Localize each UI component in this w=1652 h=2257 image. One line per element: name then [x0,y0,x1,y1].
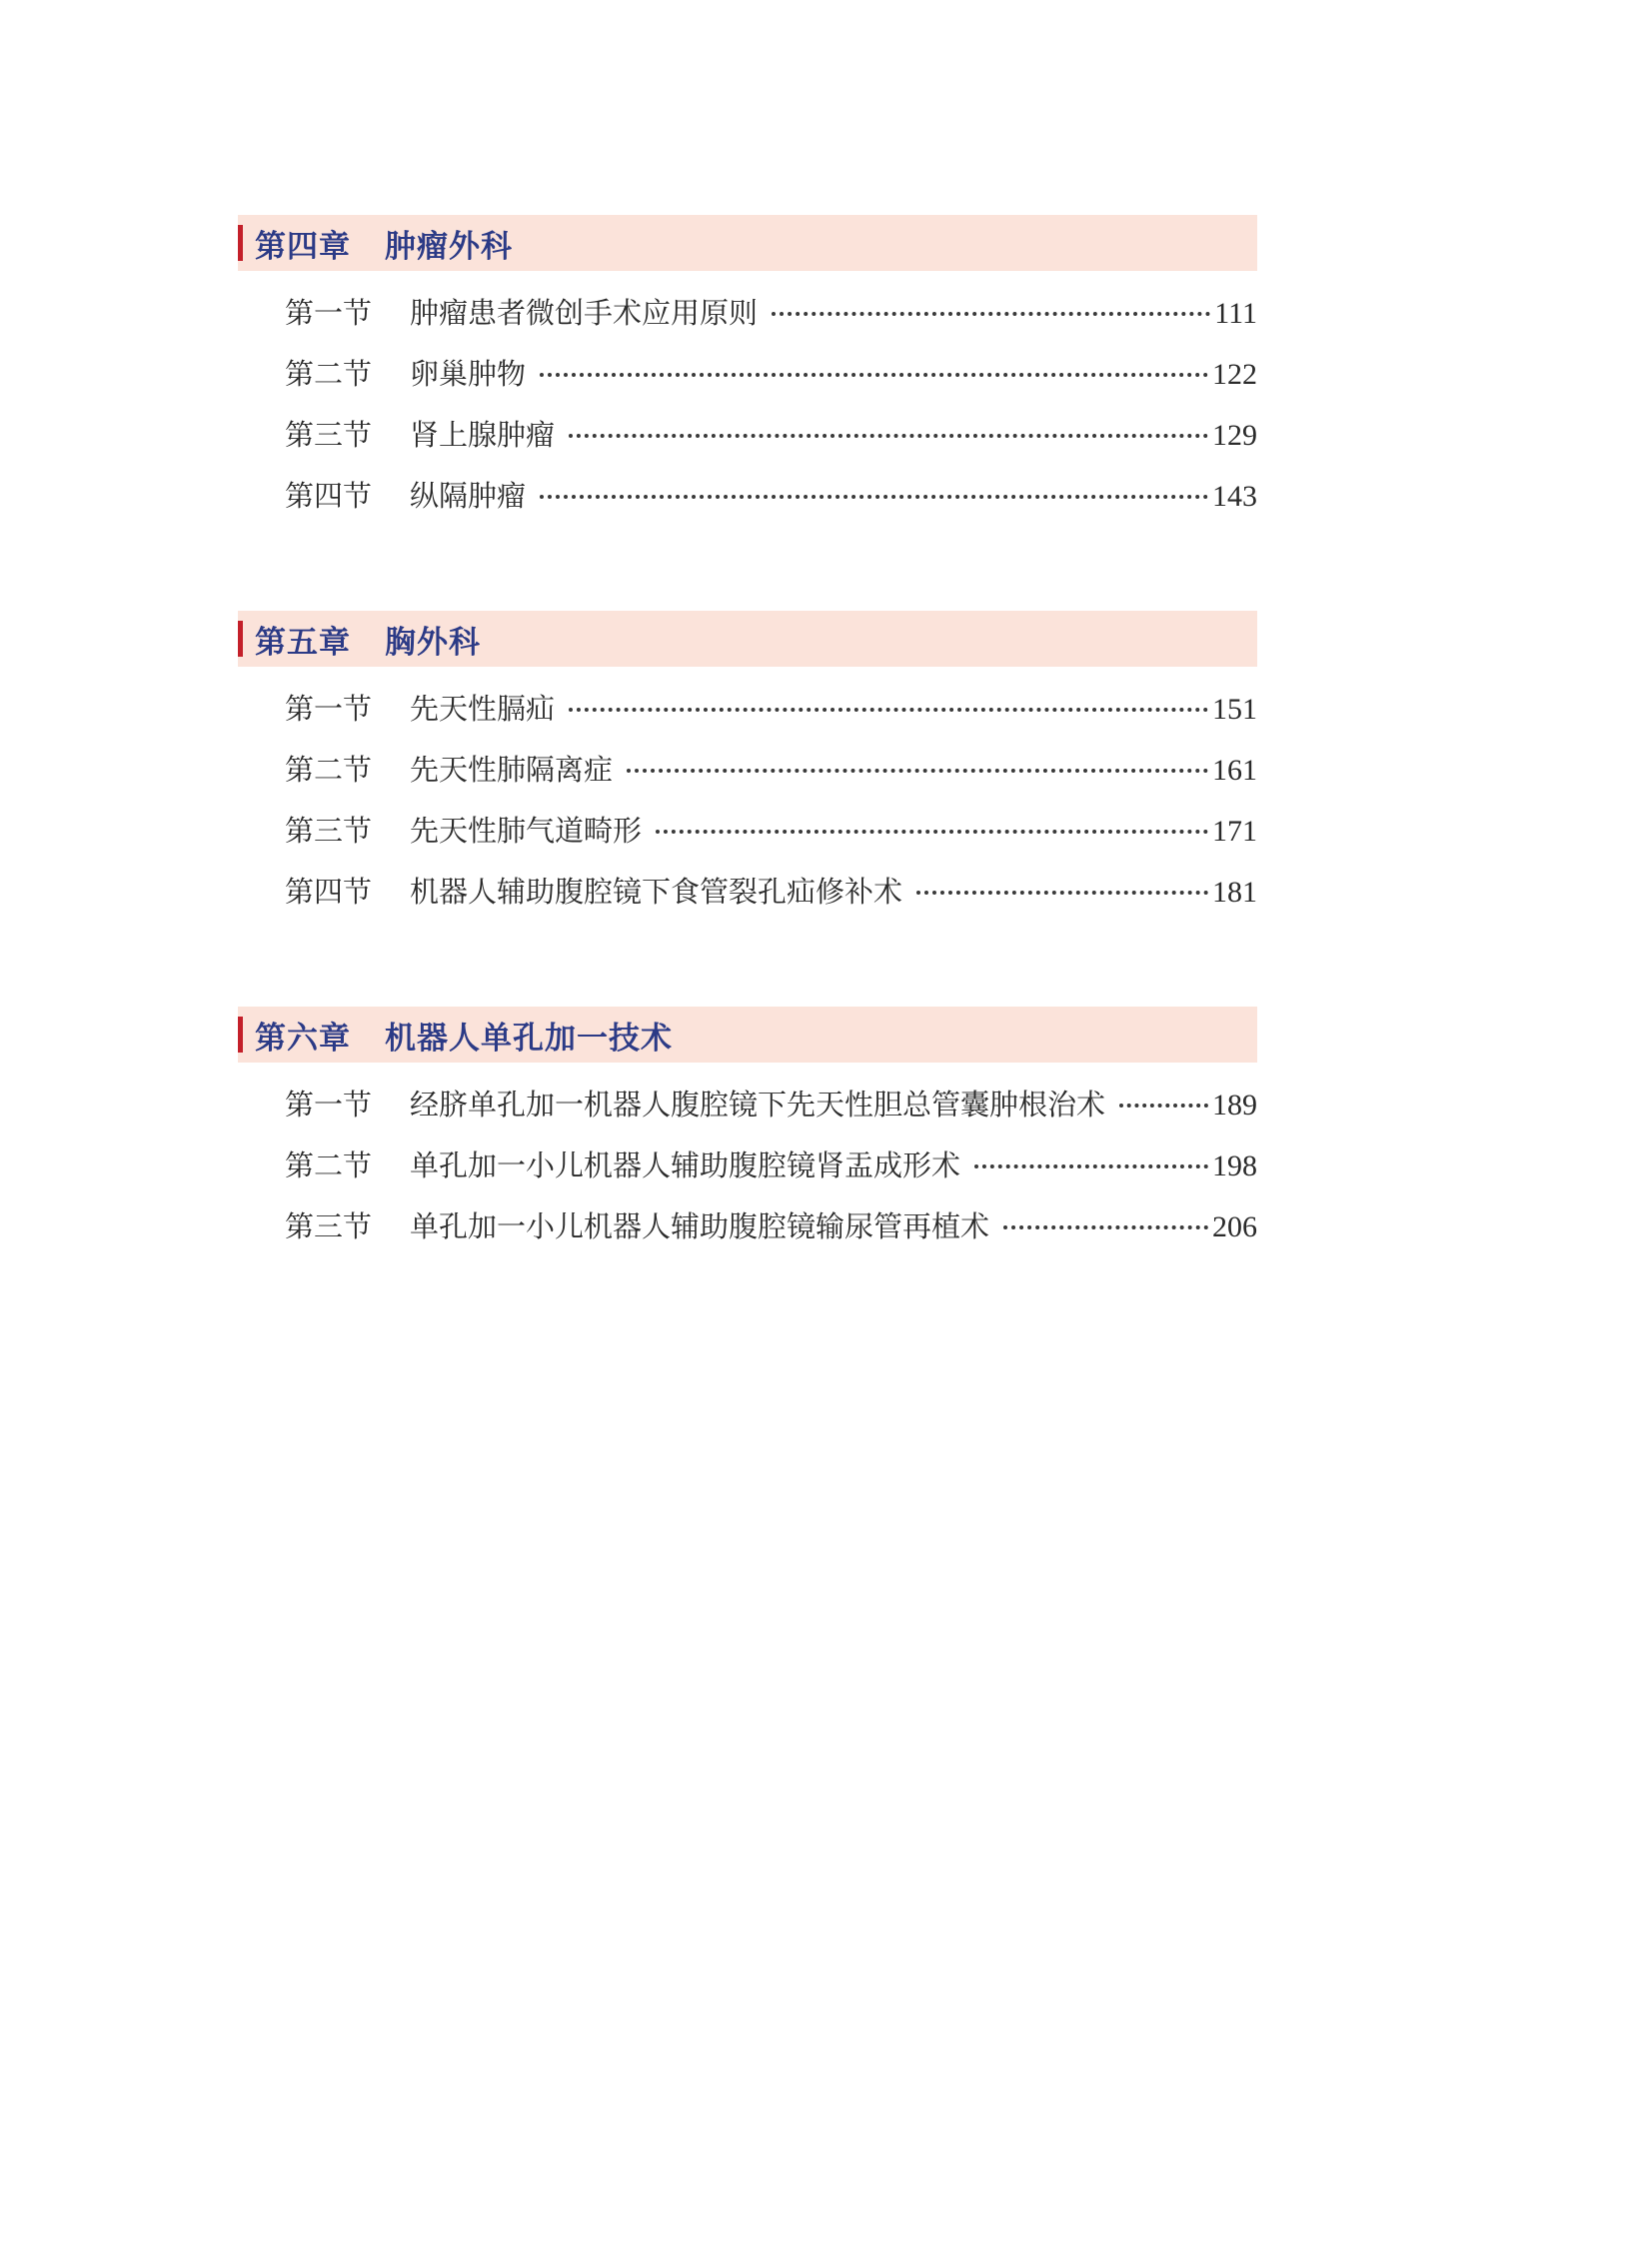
section-number: 第一节 [285,692,373,726]
toc-entry[interactable] [238,352,1257,413]
toc-entry[interactable] [238,413,1257,474]
dot-leader [772,312,1210,316]
toc-entry[interactable] [238,748,1257,809]
chapter-marker [238,1017,243,1053]
section-number: 第三节 [285,418,373,452]
toc-entry[interactable] [238,474,1257,535]
section-title: 卵巢肿物 [410,357,527,391]
toc-entry[interactable] [238,1083,1257,1143]
section-list [238,1063,1257,1265]
section-number: 第二节 [285,357,373,391]
chapter-number: 第六章 [255,1020,351,1057]
section-title: 肾上腺肿瘤 [410,418,556,452]
toc-entry[interactable] [238,291,1257,352]
section-title: 经脐单孔加一机器人腹腔镜下先天性胆总管囊肿根治术 [410,1088,1106,1122]
dot-leader [569,708,1208,712]
page-number: 161 [1212,754,1257,787]
chapter-marker [238,621,243,657]
dot-leader [916,891,1208,895]
chapter-header [238,1007,1257,1063]
section-title: 肿瘤患者微创手术应用原则 [410,296,759,330]
chapter-number: 第五章 [255,624,351,661]
chapter-title: 机器人单孔加一技术 [385,1020,673,1057]
chapter-block [238,611,1257,931]
section-title: 先天性肺隔离症 [410,753,614,787]
page-number: 111 [1214,297,1257,330]
page-number: 143 [1212,480,1257,513]
section-list [238,271,1257,535]
section-number: 第一节 [285,1088,373,1122]
dot-leader [1119,1104,1208,1108]
chapter-block [238,1007,1257,1265]
toc-entry[interactable] [238,870,1257,931]
section-number: 第四节 [285,479,373,513]
chapter-title: 胸外科 [385,624,481,661]
dot-leader [627,769,1208,773]
section-number: 第四节 [285,875,373,909]
section-list [238,667,1257,931]
section-title: 纵隔肿瘤 [410,479,527,513]
dot-leader [1003,1225,1208,1229]
page-number: 129 [1212,419,1257,452]
chapter-header [238,611,1257,667]
chapter-header [238,215,1257,271]
section-title: 单孔加一小儿机器人辅助腹腔镜肾盂成形术 [410,1148,961,1182]
chapter-title: 肿瘤外科 [385,228,513,265]
chapter-number: 第四章 [255,228,351,265]
section-number: 第二节 [285,753,373,787]
table-of-contents [238,215,1257,1341]
page-number: 151 [1212,693,1257,726]
page-number: 206 [1212,1210,1257,1243]
chapter-marker [238,225,243,261]
dot-leader [540,373,1208,377]
section-number: 第一节 [285,296,373,330]
dot-leader [974,1164,1208,1168]
page-number: 171 [1212,815,1257,848]
toc-entry[interactable] [238,1204,1257,1265]
section-title: 单孔加一小儿机器人辅助腹腔镜输尿管再植术 [410,1209,990,1243]
page-number: 181 [1212,876,1257,909]
toc-entry[interactable] [238,1143,1257,1204]
dot-leader [540,495,1208,499]
toc-entry[interactable] [238,809,1257,870]
section-title: 先天性肺气道畸形 [410,814,643,848]
section-number: 第二节 [285,1148,373,1182]
toc-entry[interactable] [238,687,1257,748]
section-title: 机器人辅助腹腔镜下食管裂孔疝修补术 [410,875,903,909]
dot-leader [569,434,1208,438]
page-number: 189 [1212,1089,1257,1122]
section-number: 第三节 [285,1209,373,1243]
page-number: 122 [1212,358,1257,391]
page-number: 198 [1212,1149,1257,1182]
section-number: 第三节 [285,814,373,848]
chapter-block [238,215,1257,535]
dot-leader [656,830,1208,834]
section-title: 先天性膈疝 [410,692,556,726]
